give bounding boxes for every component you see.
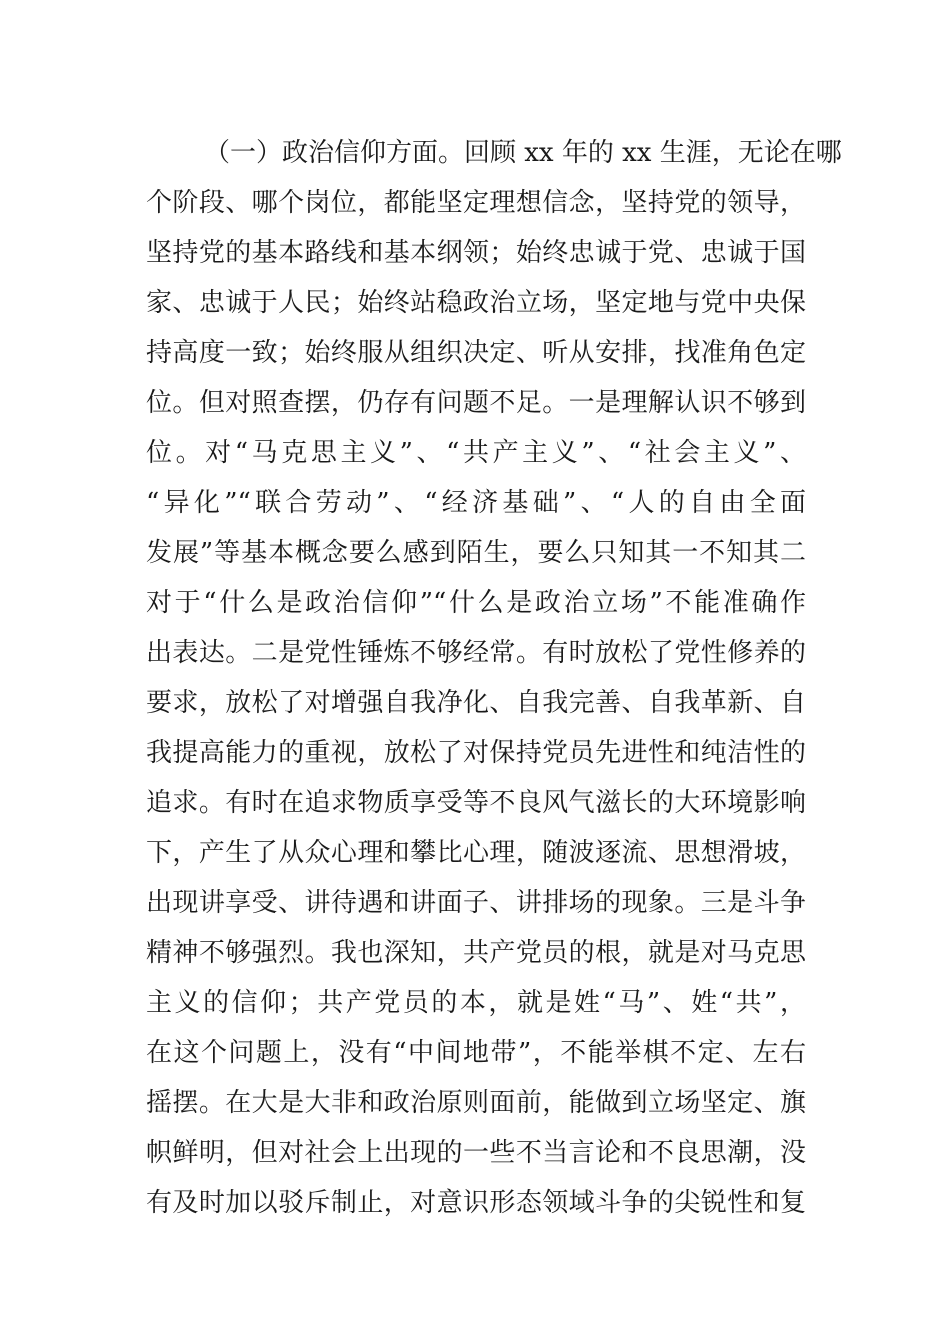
paragraph-line: 发展”等基本概念要么感到陌生，要么只知其一不知其二 [146, 538, 806, 568]
paragraph-line: 帜鲜明，但对社会上出现的一些不当言论和不良思潮，没 [146, 1138, 806, 1168]
paragraph-line: 要求，放松了对增强自我净化、自我完善、自我革新、自 [146, 688, 806, 718]
paragraph-line: 个阶段、哪个岗位，都能坚定理想信念，坚持党的领导， [146, 188, 806, 218]
paragraph-line: 坚持党的基本路线和基本纲领；始终忠诚于党、忠诚于国 [146, 238, 806, 268]
paragraph-line: 持高度一致；始终服从组织决定、听从安排，找准角色定 [146, 338, 806, 368]
paragraph-line: 位。对“马克思主义”、“共产主义”、“社会主义”、 [146, 438, 806, 468]
paragraph-line: 家、忠诚于人民；始终站稳政治立场，坚定地与党中央保 [146, 288, 806, 318]
paragraph-line: 摇摆。在大是大非和政治原则面前，能做到立场坚定、旗 [146, 1088, 806, 1118]
paragraph-line: 有及时加以驳斥制止，对意识形态领域斗争的尖锐性和复 [146, 1188, 806, 1218]
paragraph-line: 下，产生了从众心理和攀比心理，随波逐流、思想滑坡， [146, 838, 806, 868]
paragraph-line: 主义的信仰；共产党员的本，就是姓“马”、姓“共”， [146, 988, 806, 1018]
paragraph-line: 追求。有时在追求物质享受等不良风气滋长的大环境影响 [146, 788, 806, 818]
paragraph-line: “异化”“联合劳动”、“经济基础”、“人的自由全面 [146, 488, 806, 518]
paragraph-line: （一）政治信仰方面。回顾 xx 年的 xx 生涯，无论在哪 [204, 138, 842, 168]
paragraph-line: 位。但对照查摆，仍存有问题不足。一是理解认识不够到 [146, 388, 806, 418]
paragraph-line: 出现讲享受、讲待遇和讲面子、讲排场的现象。三是斗争 [146, 888, 806, 918]
paragraph-line: 对于“什么是政治信仰”“什么是政治立场”不能准确作 [146, 588, 806, 618]
paragraph-line: 精神不够强烈。我也深知，共产党员的根，就是对马克思 [146, 938, 806, 968]
paragraph-line: 出表达。二是党性锤炼不够经常。有时放松了党性修养的 [146, 638, 806, 668]
paragraph-line: 在这个问题上，没有“中间地带”，不能举棋不定、左右 [146, 1038, 806, 1068]
paragraph-line: 我提高能力的重视，放松了对保持党员先进性和纯洁性的 [146, 738, 806, 768]
body-paragraph [146, 128, 842, 1228]
